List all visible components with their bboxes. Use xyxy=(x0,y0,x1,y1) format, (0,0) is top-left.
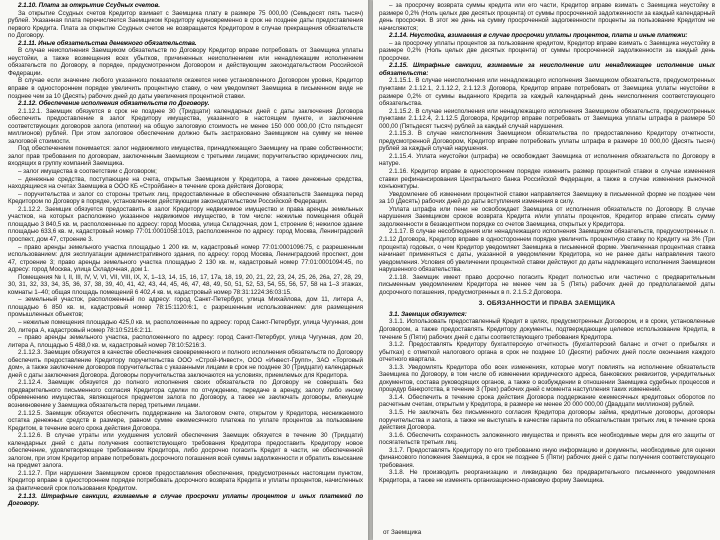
clause-heading: 2.1.14. Неустойка, взимаемая в случае просрочки уплаты процентов, плата и иные платежи: xyxy=(389,32,688,40)
clause-paragraph: – залог имущества в соответствии с Договором; xyxy=(18,168,157,176)
left-page-body xyxy=(0,0,368,508)
clause-paragraph: – за просрочку возврата суммы кредита или его части, Кредитор вправе взимать с Заемщика неустойку в размере 0,2% (Ноль целых две десятых процента) от суммы просроченной задолженности за каждый календарный день просрочки. В этот же день на сумму просроченной задолженности проценты за пользование Кредитом не начисляются; xyxy=(379,2,715,32)
clause-paragraph: 3.1.6. Обеспечить сохранность заложенного имущества и принять все необходимые меры для его защиты от посягательств третьих лиц. xyxy=(379,431,715,447)
clause-paragraph: За открытие Ссудных счетов Кредитор взимает с Заемщика плату в размере 75 000,00 (Семьдесят пять тысяч) рублей. Указанная плата перечисляется Заемщиком Кредитору единовременно в срок не позднее даты предоставления первого Кредита. Плата за открытие Ссудных счетов не возвращается Кредитором в случае прекращения обязательств по Договору. xyxy=(8,9,363,40)
clause-paragraph: В случае если значение любого указанного показателя окажется ниже установленного Договором уровня, Кредитор вправе в одностороннем порядке увеличить процентную ставку, о чем уведомляет Заемщика в письменном виде не позднее чем за 10 (Десять) рабочих дней до даты увеличения процентной ставки. xyxy=(8,77,363,100)
clause-paragraph: Помещения № I, II, III, IV, V, VI, VII, VIII, IX, X, 1–13, 14, 15, 16, 17, 17а, 18, 19, 20, 21, 22, 23, 24, 25, 26, 26а, 27, 28, 29, 30, 31, 32, 33, 34, 35, 36, 37, 38, 39, 40, 41, 42, 43, 44, 45, 46, 47, 48, 49, 50, 51, 52, 53, 54, 55, 56, 57, 58 на 1–3 этажах, комнаты 1–40; общая площадь помещений 6 402,4 кв. м, кадастровый номер 78:31:1224:36:03:15. xyxy=(8,273,363,296)
clause-paragraph: 2.1.12.6. В случае утраты или ухудшения условий обеспечения Заемщик обязуется в течение 30 (Тридцати) календарных дней с даты получения соответствующего требования Кредитора предоставить Кредитору новое обеспечение, удовлетворяющее требованиям Кредитора, либо досрочно погасить Кредит в части, не обеспеченной залогом, при этом Кредитор вправе потребовать досрочного погашения всей суммы задолженности и обратить взыскание на предмет залога. xyxy=(8,432,363,470)
clause-paragraph: 2.1.18. Заемщик имеет право досрочно погасить Кредит полностью или частично с предварительным письменным уведомлением Кредитора не менее чем за 5 (Пять) рабочих дней до предполагаемой даты досрочного погашения, предусмотренных в п. 2.1.5.2 Договора. xyxy=(379,273,715,296)
clause-paragraph: 3.1.7. Предоставлять Кредитору по его требованию иную информацию и документы, необходимые для оценки финансового положения Заемщика, в срок не позднее 5 (Пяти) рабочих дней с даты получения соответствующего требования. xyxy=(379,446,715,469)
clause-paragraph: 2.1.15.1. В случае неисполнения или ненадлежащего исполнения Заемщиком обязательств, предусмотренных пунктами 2.1.12.1, 2.1.12.2, 2.1.12.3 Договора, Кредитор вправе потребовать от Заемщика уплаты неустойки в размере 0,2% от суммы выданного Кредита за каждый календарный день неисполнения соответствующего обязательства. xyxy=(379,77,715,108)
clause-heading: 2.1.13. Штрафные санкции, взимаемые в случае просрочки уплаты процентов и иных платежей по Договору. xyxy=(8,492,363,508)
clause-paragraph: 3.1.2. Предоставлять Кредитору бухгалтерскую отчетность (бухгалтерский баланс и отчет о прибылях и убытках) с отметкой налогового органа в срок не позднее 10 (Десяти) рабочих дней после окончания каждого отчетного квартала. xyxy=(379,341,715,364)
clause-paragraph: 2.1.17. В случае несоблюдения или ненадлежащего исполнения Заемщиком обязательств, предусмотренных п. 2.1.12 Договора, Кредитор вправе в одностороннем порядке увеличить процентную ставку по Кредиту на 3% (Три процента) годовых, о чем Кредитор уведомляет Заемщика в письменной форме. Увеличенная процентная ставка начинает применяться с даты, указанной в уведомлении Кредитора, но не ранее даты направления такого уведомления. Условия об увеличении процентной ставки действуют до даты надлежащего исполнения Заемщиком нарушенного обязательства. xyxy=(379,228,715,274)
clause-paragraph: Уплата штрафа или пени не освобождает Заемщика от исполнения обязательств по Договору. В случае нарушения Заемщиком сроков возврата Кредита и/или уплаты процентов, Кредитор вправе списать сумму задолженности в безакцептном порядке со счетов Заемщика, открытых у Кредитора. xyxy=(379,205,715,228)
clause-heading: 2.1.15. Штрафные санкции, взимаемые за неисполнение или ненадлежащее исполнение иных обязательств: xyxy=(379,62,715,77)
clause-heading: 2.1.12. Обеспечение исполнения обязательств по Договору. xyxy=(18,100,210,108)
clause-paragraph: 2.1.12.3. Заемщик обязуется в качестве обеспечения своевременного и полного исполнения обязательств по Договору обеспечить предоставление Кредитору поручительства ООО «Строй-Инвест», ООО «Инвест-Групп», ЗАО «Торговый дом», а также заключение договоров поручительства с указанными лицами в срок не позднее 30 (Тридцати) календарных дней с даты заключения Договора. Договоры поручительства заключаются на условиях, приемлемых для Кредитора. xyxy=(8,349,363,379)
right-page-body xyxy=(373,0,720,484)
clause-paragraph: 2.1.15.2. В случае неисполнения или ненадлежащего исполнения Заемщиком обязательств, предусмотренных пунктами 2.1.12.4, 2.1.12.5 Договора, Кредитор вправе потребовать от Заемщика уплаты штрафа в размере 50 000,00 (Пятьдесят тысяч) рублей за каждый случай нарушения. xyxy=(379,107,715,130)
clause-paragraph: В случае неисполнения Заемщиком обязательств по Договору Кредитор вправе потребовать от Заемщика уплаты неустойки, а также возмещения всех убытков, причиненных неисполнением или ненадлежащим исполнением обязательств по Договору, в порядке, предусмотренном Договором и действующим законодательством Российской Федерации. xyxy=(8,47,363,77)
clause-paragraph: Под обеспечением понимается: залог недвижимого имущества, принадлежащего Заемщику на праве собственности; залог прав требования по договорам, заключенным Заемщиком с третьими лицами; поручительство юридических лиц, входящих в группу компаний Заемщика. xyxy=(8,145,363,168)
document-page-right xyxy=(373,0,720,540)
clause-paragraph: 3.1.5. Не заключать без письменного согласия Кредитора договоры займа, кредитные договоры, договоры поручительства и залога, а также не выступать в качестве гаранта по обязательствам третьих лиц в течение срока действия Договора. xyxy=(379,408,715,432)
clause-paragraph: – земельный участок, расположенный по адресу: город Санкт-Петербург, улица Михайлова, дом 11, литера А, площадью 6 850 кв. м, кадастровый номер 78:15:1120:6:1, с разрешенным использованием: для размещения промышленных объектов; xyxy=(8,296,363,319)
clause-paragraph: 2.1.12.5. Заемщик обязуется обеспечить поддержание на Залоговом счете, открытом у Кредитора, неснижаемого остатка денежных средств в размере, равном сумме ежемесячного платежа по уплате процентов за пользование Кредитом, в течение всего срока действия Договора. xyxy=(8,409,363,432)
clause-paragraph: 3.1.3. Уведомлять Кредитора обо всех изменениях, которые могут повлиять на исполнение обязательств Заемщика по Договору, в том числе об изменении юридического адреса, банковских реквизитов, учредительных документов, состава руководящих органов, а также о возбуждении в отношении Заемщика судебных процессов и процедур банкротства, в течение 3 (Трех) рабочих дней с момента наступления таких изменений. xyxy=(379,363,715,394)
section-title: 3. ОБЯЗАННОСТИ И ПРАВА ЗАЕМЩИКА xyxy=(478,300,616,308)
clause-paragraph: – за просрочку уплаты процентов за пользование кредитом, Кредитор вправе взимать с Заемщика неустойку в размере 0,2% (Ноль целых две десятых процента) от суммы просроченной задолженности за каждый день просрочки. xyxy=(379,39,715,62)
clause-heading: 2.1.11. Иные обязательства денежного обязательства. xyxy=(18,39,197,47)
clause-heading: 2.1.10. Плата за открытие Ссудных счетов. xyxy=(18,2,160,9)
clause-paragraph: 2.1.15.3. В случае неисполнения Заемщиком обязательства по предоставлению Кредитору отчетности, предусмотренной Договором, Кредитор вправе потребовать уплаты штрафа в размере 10 000,00 (Десять тысяч) рублей за каждый случай нарушения. xyxy=(379,130,715,153)
clause-paragraph: 2.1.15.4. Уплата неустойки (штрафа) не освобождает Заемщика от исполнения обязательств по Договору в натуре. xyxy=(379,152,715,168)
clause-paragraph: – право аренды земельного участка площадью 1 200 кв. м, кадастровый номер 77:01:0001096:75, с разрешенным использованием: для эксплуатации административного здания, по адресу: город Москва, Ленинградский проспект, дом 47, строение 3; право аренды земельного участка площадью 2 130 кв. м, кадастровый номер 77:01:0001094:45, по адресу: город Москва, улица Складочная, дом 1. xyxy=(8,243,363,274)
clause-paragraph: 2.1.12.2. Заемщик обязуется предоставить в залог Кредитору недвижимое имущество и права аренды земельных участков, на которых расположено указанное недвижимое имущество, в том числе: нежилые помещения общей площадью 3 840,5 кв. м, расположенные по адресу: город Москва, улица Складочная, дом 1, строение 6; нежилое здание площадью 633,6 кв. м, кадастровый номер 77:01:0001058:1013, расположенное по адресу: город Москва, Ленинградский проспект, дом 47, строение 3. xyxy=(8,205,363,243)
page-footer: от Заемщика xyxy=(383,529,422,536)
clause-paragraph: 2.1.16. Кредитор вправе в одностороннем порядке изменить размер процентной ставки в случае изменения ставки рефинансирования Центрального банка Российской Федерации, а также в случае изменения рыночной конъюнктуры. xyxy=(379,168,715,191)
clause-paragraph: Уведомление об изменении процентной ставки направляется Заемщику в письменной форме не позднее чем за 10 (Десять) рабочих дней до даты вступления изменения в силу. xyxy=(379,190,715,206)
clause-paragraph: – нежилые помещения площадью 425,0 кв. м, расположенные по адресу: город Санкт-Петербург, улица Чугунная, дом 20, литера А, кадастровый номер 78:10:5216:2:11. xyxy=(8,318,363,334)
clause-paragraph: – поручительства и залог со стороны третьих лиц, предоставленные в обеспечение обязательств Заемщика перед Кредитором по Договору в порядке, установленном действующим законодательством Российской Федерации. xyxy=(8,190,363,206)
clause-paragraph: 3.1.1. Использовать предоставленный Кредит в целях, предусмотренных Договором, и в сроки, установленные Договором, а также предоставлять Кредитору документы, подтверждающие целевое использование Кредита, в течение 5 (Пяти) рабочих дней с даты соответствующего требования Кредитора. xyxy=(379,318,715,341)
clause-heading: 3.1. Заемщик обязуется: xyxy=(389,310,467,318)
clause-paragraph: 2.1.12.1. Заемщик обязуется в срок не позднее 30 (Тридцати) календарных дней с даты заключения Договора обеспечить предоставление в залог Кредитору имущества, указанного в настоящем пункте, и заключение соответствующих договоров залога (ипотеки) на общую залоговую стоимость не менее 150 000 000,00 (Сто пятьдесят миллионов) рублей. При этом залоговое обеспечение должно быть застраховано Заемщиком на сумму не менее залоговой стоимости. xyxy=(8,107,363,145)
clause-paragraph: 2.1.12.4. Заемщик обязуется до полного исполнения своих обязательств по Договору не совершать без предварительного письменного согласия Кредитора сделки по отчуждению, передаче в аренду, залогу либо иному обременению имущества, являющегося предметом залога по Договору, а также не заключать договоры, влекущие возникновение у Заемщика обязательств перед третьими лицами. xyxy=(8,379,363,409)
clause-paragraph: – право аренды земельного участка, расположенного по адресу: город Санкт-Петербург, улица Чугунная, дом 20, литера А, площадью 5 488,0 кв. м, кадастровый номер 78:10:5216:3. xyxy=(8,334,363,349)
clause-paragraph: 3.1.4. Обеспечить в течение срока действия Договора поддержание ежемесячных кредитовых оборотов по расчетным счетам, открытым у Кредитора, в размере не менее 20 000 000,00 (Двадцати миллионов) рублей. xyxy=(379,393,715,409)
clause-paragraph: 2.1.12.7. При нарушении Заемщиком сроков предоставления обеспечения, предусмотренных настоящим пунктом, Кредитор вправе в одностороннем порядке потребовать досрочного возврата Кредита и уплаты процентов, начисленных за фактический срок пользования Кредитом. xyxy=(8,469,363,492)
clause-paragraph: – денежные средства, поступающие на счета, открытые Заемщиком у Кредитора, а также денежные средства, находящиеся на счетах Заемщика в ООО КБ «Стройбанк» в течение срока действия Договора; xyxy=(8,175,363,191)
clause-paragraph: 3.1.8. Не производить реорганизацию и ликвидацию без предварительного письменного уведомления Кредитора, а также не изменять организационно-правовую форму Заемщика. xyxy=(379,469,715,484)
